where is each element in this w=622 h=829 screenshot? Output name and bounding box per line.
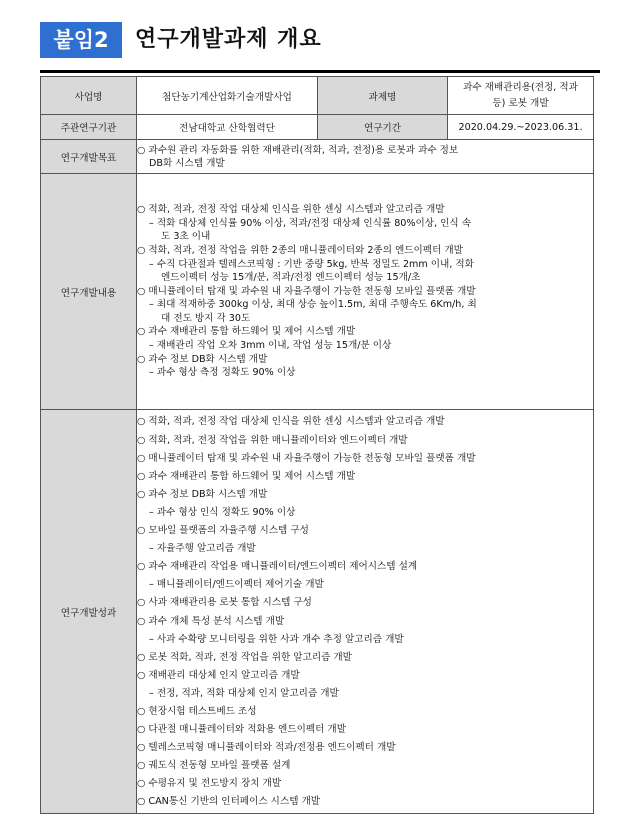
attachment-badge: 붙임2 bbox=[40, 22, 122, 58]
results-line: ○ 적화, 적과, 전정 작업 대상체 인식을 위한 센싱 시스템과 알고리즘 개발 bbox=[137, 416, 445, 428]
task-label: 과제명 bbox=[318, 77, 448, 115]
content-line: 엔드이펙터 성능 15개/분, 적과/전정 엔드이펙터 성능 15개/초 bbox=[161, 272, 421, 284]
task-value bbox=[448, 77, 594, 115]
organization-label: 주관연구기관 bbox=[41, 115, 137, 140]
results-line: – 과수 형상 인식 정확도 90% 이상 bbox=[149, 506, 296, 518]
period-value: 2020.04.29.~2023.06.31. bbox=[448, 115, 594, 140]
content-line: – 수직 다관절과 텔레스코픽형 : 기반 중량 5kg, 반복 정밀도 2mm 이내, 적화 bbox=[149, 258, 474, 270]
content-line: ○ 매니퓰레이터 탑재 및 과수원 내 자율주행이 가능한 전동형 모바일 플랫폼 개발 bbox=[137, 285, 476, 297]
content-line: 도 3초 이내 bbox=[161, 231, 211, 243]
results-line: ○ 모바일 플랫폼의 자율주행 시스템 구성 bbox=[137, 525, 309, 537]
row-goal bbox=[41, 140, 594, 174]
content-line: ○ 과수 재배관리 통합 하드웨어 및 제어 시스템 개발 bbox=[137, 326, 356, 338]
results-line: ○ 궤도식 전동형 모바일 플랫폼 설계 bbox=[137, 760, 291, 772]
content-line: – 최대 적재하중 300kg 이상, 최대 상승 높이1.5m, 최대 주행속도 6Km/h, 최 bbox=[149, 299, 477, 311]
goal-label: 연구개발목표 bbox=[41, 140, 137, 174]
content-line: – 적화 대상체 인식률 90% 이상, 적과/전정 대상체 인식률 80%이상, 인식 속 bbox=[149, 217, 472, 229]
results-line: ○ 매니퓰레이터 탑재 및 과수원 내 자율주행이 가능한 전동형 모바일 플랫폼 개발 bbox=[137, 452, 476, 464]
business-value: 첨단농기계산업화기술개발사업 bbox=[137, 77, 318, 115]
content-line: 대 전도 방지 각 30도 bbox=[161, 312, 251, 324]
content-body bbox=[137, 174, 594, 410]
row-business bbox=[41, 77, 594, 115]
results-line: ○ 수평유지 및 전도방지 장치 개발 bbox=[137, 778, 282, 790]
goal-line: ○ 과수원 관리 자동화를 위한 재배관리(적화, 적과, 전정)용 로봇과 과수 정보 bbox=[137, 144, 459, 156]
content-line: ○ 과수 정보 DB화 시스템 개발 bbox=[137, 353, 268, 365]
results-line: – 사과 수확량 모니터링을 위한 사과 개수 추정 알고리즘 개발 bbox=[149, 633, 404, 645]
content-label: 연구개발내용 bbox=[41, 174, 137, 410]
results-line: – 전정, 적과, 적화 대상체 인지 알고리즘 개발 bbox=[149, 687, 339, 699]
row-organization bbox=[41, 115, 594, 140]
results-line: ○ 과수 정보 DB화 시스템 개발 bbox=[137, 488, 268, 500]
organization-value: 전남대학교 산학협력단 bbox=[137, 115, 318, 140]
task-value-line: 등) 로봇 개발 bbox=[492, 97, 549, 109]
content-line: ○ 적화, 적과, 전정 작업을 위한 2종의 매니퓰레이터와 2종의 엔드이펙터 개발 bbox=[137, 244, 463, 256]
content-line: ○ 적화, 적과, 전정 작업 대상체 인식을 위한 센싱 시스템과 알고리즘 개발 bbox=[137, 204, 445, 216]
project-summary-table bbox=[40, 76, 594, 814]
task-value-line: 과수 재배관리용(전정, 적과 bbox=[463, 81, 578, 93]
results-line: ○ 과수 개체 특성 분석 시스템 개발 bbox=[137, 615, 285, 627]
content-line: – 과수 형상 측정 정확도 90% 이상 bbox=[149, 367, 296, 379]
results-line: ○ 다관절 매니퓰레이터와 적화용 엔드이펙터 개발 bbox=[137, 724, 346, 736]
results-line: – 매니퓰레이터/엔드이펙터 제어기술 개발 bbox=[149, 579, 324, 591]
goal-line: DB화 시스템 개발 bbox=[149, 157, 225, 169]
results-line: ○ 로봇 적화, 적과, 전정 작업을 위한 알고리즘 개발 bbox=[137, 651, 352, 663]
results-line: ○ 사과 재배관리용 로봇 통합 시스템 구성 bbox=[137, 597, 312, 609]
results-line: ○ 과수 재배관리 작업용 매니퓰레이터/엔드이펙터 제어시스템 설계 bbox=[137, 561, 418, 573]
page-title: 연구개발과제 개요 bbox=[135, 27, 322, 52]
results-line: ○ 현장시험 테스트베드 조성 bbox=[137, 705, 257, 717]
business-label: 사업명 bbox=[41, 77, 137, 115]
goal-content bbox=[137, 140, 594, 174]
content-line: – 재배관리 작업 오차 3mm 이내, 작업 성능 15개/분 이상 bbox=[149, 340, 392, 352]
results-label: 연구개발성과 bbox=[41, 410, 137, 814]
results-line: – 자율주행 알고리즘 개발 bbox=[149, 543, 256, 555]
period-label: 연구기간 bbox=[318, 115, 448, 140]
page-header bbox=[40, 18, 600, 62]
results-line: ○ CAN통신 기반의 인터페이스 시스템 개발 bbox=[137, 796, 321, 808]
results-line: ○ 과수 재배관리 통합 하드웨어 및 제어 시스템 개발 bbox=[137, 470, 356, 482]
title-rule bbox=[40, 70, 600, 73]
results-line: ○ 재배관리 대상체 인지 알고리즘 개발 bbox=[137, 669, 300, 681]
results-body bbox=[137, 410, 594, 814]
results-line: ○ 적화, 적과, 전정 작업을 위한 매니퓰레이터와 엔드이펙터 개발 bbox=[137, 434, 408, 446]
results-line: ○ 텔레스코픽형 매니퓰레이터와 적과/전정용 엔드이펙터 개발 bbox=[137, 742, 396, 754]
row-content bbox=[41, 174, 594, 410]
row-results bbox=[41, 410, 594, 814]
